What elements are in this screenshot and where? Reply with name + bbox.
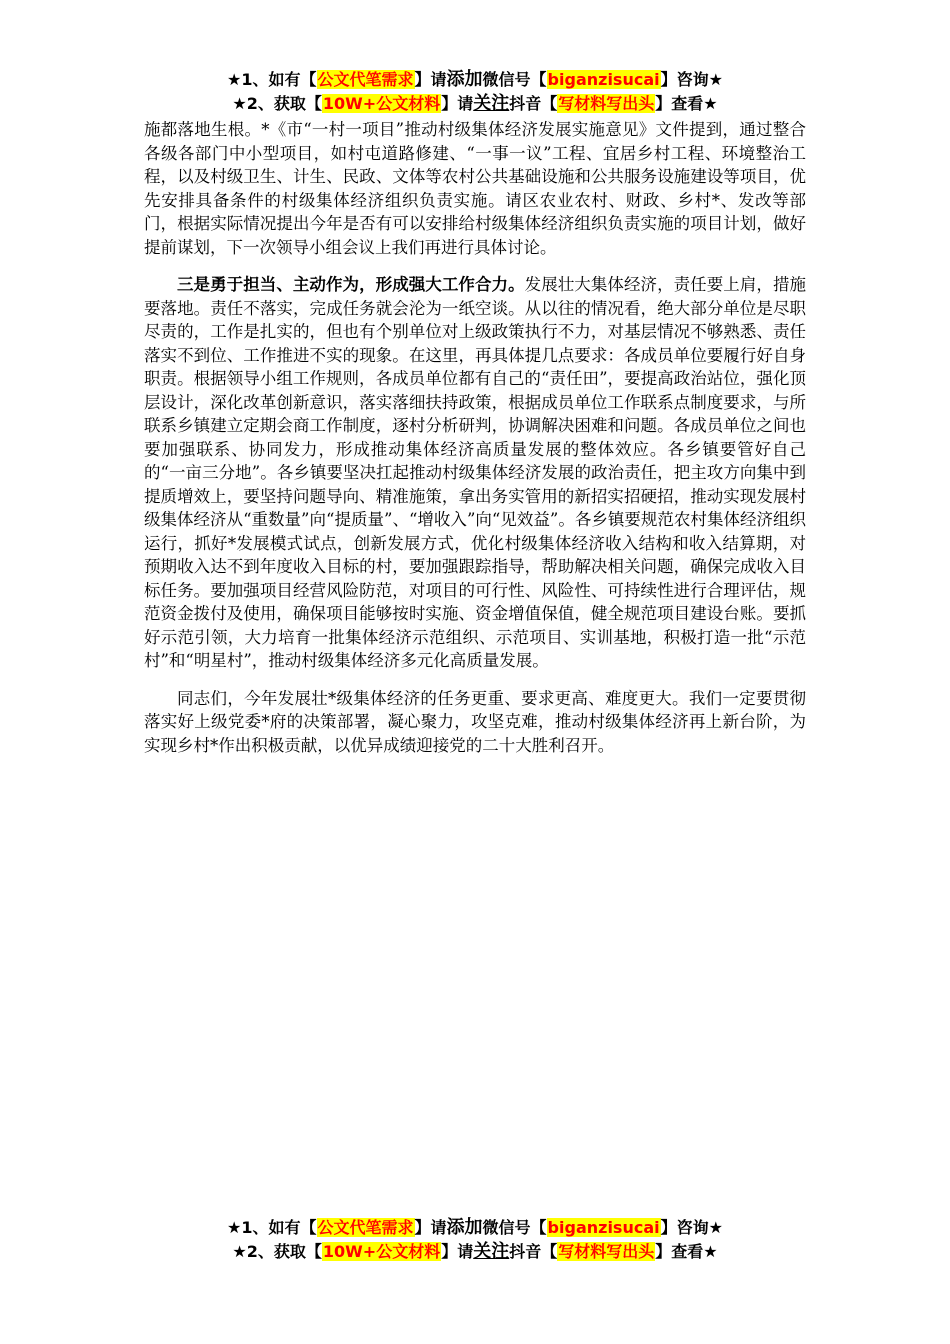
emphasis-text: 添加 [446,1217,483,1238]
paragraph-2-body: 发展壮大集体经济，责任要上肩，措施要落地。责任不落实，完成任务就会沦为一纸空谈。从以往的情况看，绝大部分单位是尽职尽责的，工作是扎实的，但也有个别单位对上级政策执行不力，对基层情况不够熟悉、责任落实不到位、工作推进不实的现象。在这里，再具体提几点要求：各成员单位要履行好自身职责。根据领导小组工作规则，各成员单位都有自己的“责任田”，要提高政治站位，强化顶层设计，深化改革创新意识，落实落细扶持政策，根据成员单位工作联系点制度要求，与所联系乡镇建立定期会商工作制度，逐村分析研判，协调解决困难和问题。各成员单位之间也要加强联系、协同发力，形成推动集体经济高质量发展的整体效应。各乡镇要管好自己的“一亩三分地”。各乡镇要坚决扛起推动村级集体经济发展的政治责任，把主攻方向集中到提质增效上，要坚持问题导向、精准施策，拿出务实管用的新招实招硬招，推动实现发展村级集体经济从“重数量”向“提质量”、“增收入”向“见效益”。各乡镇要规范农村集体经济组织运行，抓好*发展模式试点，创新发展方式，优化村级集体经济收入结构和收入结算期，对预期收入达不到年度收入目标的村，要加强跟踪指导，帮助解决相关问题，确保完成收入目标任务。要加强项目经营风险防范，对项目的可行性、风险性、可持续性进行合理评估，规范资金拨付及使用，确保项目能够按时实施、资金增值保值，健全规范项目建设台账。要抓好示范引领，大力培育一批集体经济示范组织、示范项目、实训基地，积极打造一批“示范村”和“明星村”，推动村级集体经济多元化高质量发展。 [144,275,807,670]
banner-text: ★2、获取【 [232,1242,322,1261]
banner-text: ★1、如有【 [227,70,317,89]
banner-text: 微信号【 [482,1218,547,1237]
emphasis-text: 关注 [473,1241,510,1262]
banner-line-2 [0,92,950,116]
banner-text: 抖音【 [509,1242,558,1261]
highlight-label: 公文代笔需求 [317,70,414,89]
emphasis-text: 添加 [446,69,483,90]
banner-text: 】请 [441,1242,474,1261]
emphasis-text: 关注 [473,93,510,114]
banner-text: 】请 [414,70,447,89]
douyin-id-highlight: 写材料写出头 [558,94,655,113]
banner-text: 】咨询★ [660,70,723,89]
paragraph-heading: 三是勇于担当、主动作为，形成强大工作合力。 [177,275,525,294]
douyin-id-highlight: 写材料写出头 [558,1242,655,1261]
banner-text: 】查看★ [655,1242,718,1261]
highlight-label: 公文代笔需求 [317,1218,414,1237]
banner-line-2 [0,1240,950,1264]
wechat-id-highlight: biganzisucai [547,1218,660,1237]
footer-banner [0,1216,950,1264]
banner-text: ★1、如有【 [227,1218,317,1237]
banner-text: 微信号【 [482,70,547,89]
highlight-label: 10W+公文材料 [322,94,441,113]
paragraph-2 [144,273,806,673]
banner-text: 】查看★ [655,94,718,113]
highlight-label: 10W+公文材料 [322,1242,441,1261]
banner-text: 】咨询★ [660,1218,723,1237]
paragraph-3: 同志们，今年发展壮*级集体经济的任务更重、要求更高、难度更大。我们一定要贯彻落实好上级党委*府的决策部署，凝心聚力，攻坚克难，推动村级集体经济再上新台阶，为实现乡村*作出积极贡献，以优异成绩迎接党的二十大胜利召开。 [144,688,806,755]
document-body [144,118,806,771]
banner-text: 抖音【 [509,94,558,113]
banner-text: 】请 [414,1218,447,1237]
paragraph-1: 施都落地生根。*《市“一村一项目”推动村级集体经济发展实施意见》文件提到，通过整合各级各部门中小型项目，如村屯道路修建、“一事一议”工程、宜居乡村工程、环境整治工程，以及村级卫生、计生、民政、文体等农村公共基础设施和公共服务设施建设等项目，优先安排具备条件的村级集体经济组织负责实施。请区农业农村、财政、乡村*、发改等部门，根据实际情况提出今年是否有可以安排给村级集体经济组织负责实施的项目计划，做好提前谋划，下一次领导小组会议上我们再进行具体讨论。 [144,120,806,257]
banner-text: ★2、获取【 [232,94,322,113]
banner-text: 】请 [441,94,474,113]
header-banner [0,68,950,116]
wechat-id-highlight: biganzisucai [547,70,660,89]
banner-line-1 [0,1216,950,1240]
banner-line-1 [0,68,950,92]
